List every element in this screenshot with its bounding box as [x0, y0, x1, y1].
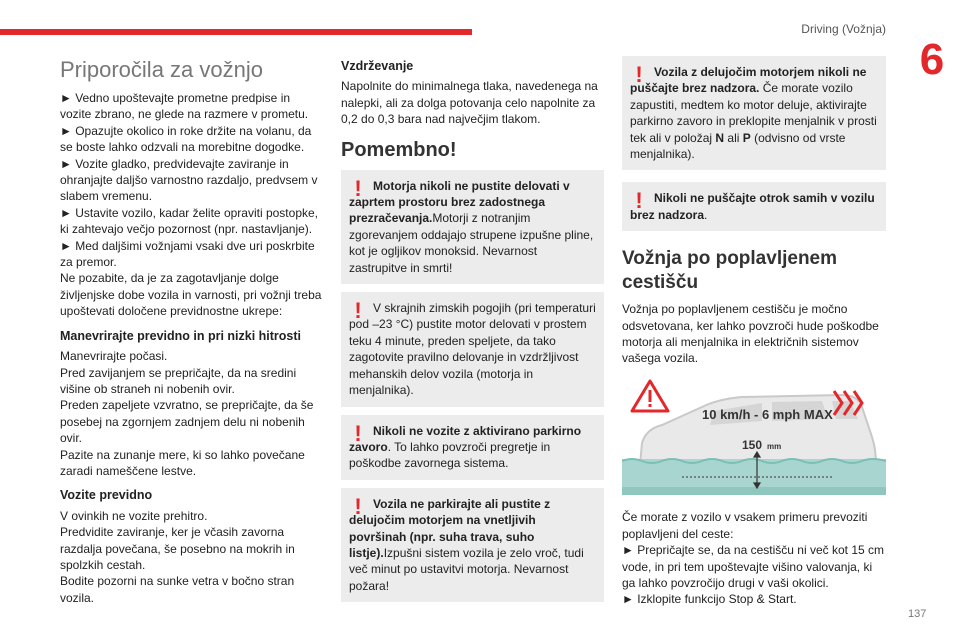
- important-heading: Pomembno!: [341, 138, 457, 161]
- header-accent-bar: [0, 29, 472, 35]
- warning-box: [341, 170, 604, 284]
- paragraph: Če morate z vozilo v vsakem primeru prevoziti poplavljeni del ceste:: [622, 510, 868, 541]
- warning-text: Nikoli ne puščajte otrok samih v vozilu brez nadzora.: [630, 191, 875, 222]
- paragraph: Preden zapeljete vzvratno, se prepričajte, da še posebej na zgornjem zadnjem delu ni nobenih ovir.: [60, 398, 314, 446]
- paragraph: Bodite pozorni na sunke vetra v bočno stran vozila.: [60, 574, 295, 605]
- paragraph: V ovinkih ne vozite prehitro.: [60, 508, 208, 523]
- paragraph: ► Vedno upoštevajte prometne predpise in vozite zbrano, ne glede na razmere v prometu.: [60, 91, 309, 122]
- warning-box: [622, 56, 886, 170]
- subheading: Manevrirajte previdno in pri nizki hitrosti: [60, 328, 302, 343]
- warning-box: [341, 488, 604, 602]
- speed-limit-label: 10 km/h - 6 mph MAX: [702, 406, 833, 422]
- warning-exclamation-icon: !: [354, 175, 362, 201]
- warning-exclamation-icon: !: [635, 188, 643, 214]
- warning-text: Vozila z delujočim motorjem nikoli ne puščajte brez nadzora. Če morate vozilo zapustiti, medtem ko motor deluje, aktivirajte parkirno zavoro in preklopite menjalnik v prosti tek ali v položaj N ali P (odvisno od vrste menjalnika).: [630, 65, 877, 162]
- warning-box: [622, 182, 886, 231]
- warning-triangle-icon: [632, 381, 668, 411]
- subheading: Vozite previdno: [60, 488, 153, 503]
- warning-exclamation-icon: !: [635, 62, 643, 87]
- warning-box: [341, 415, 604, 480]
- paragraph: Pred zavijanjem se prepričajte, da na sredini višine ob straneh ni nobenih ovir.: [60, 365, 297, 396]
- subheading: Vzdrževanje: [341, 59, 414, 73]
- column-middle: [341, 52, 604, 610]
- water-depth-unit: mm: [767, 441, 782, 451]
- section-title: Priporočila za vožnjo: [60, 57, 263, 82]
- warning-exclamation-icon: !: [354, 298, 362, 324]
- warning-box: [341, 292, 604, 406]
- paragraph: Napolnite do minimalnega tlaka, navedenega na nalepki, ali za dolga potovanja celo napolnite za 0,2 do 0,3 bara nad največjim tlakom.: [341, 79, 598, 127]
- paragraph: ► Med daljšimi vožnjami vsaki dve uri poskrbite za premor.: [60, 238, 315, 270]
- warning-exclamation-icon: !: [354, 493, 362, 519]
- page-number: 137: [908, 608, 927, 620]
- chapter-number: 6: [919, 35, 945, 84]
- paragraph: Vožnja po poplavljenem cestišču je močno odsvetovana, ker lahko povzroči hude poškodbe motorja ali menjalnika in električnih sistemov vašega vozila.: [622, 302, 879, 366]
- warning-text: V skrajnih zimskih pogojih (pri temperaturi pod –23 °C) pustite motor delovati v prostem teku 4 minute, preden speljete, da tako zagotovite pravilno delovanje in vzdržljivost mehanskih delov vozila (motorja in menjalnika).: [349, 301, 596, 398]
- paragraph: ► Izklopite funkcijo Stop & Start.: [622, 592, 797, 607]
- paragraph: ► Ustavite vozilo, kadar želite opraviti postopke, ki zahtevajo večjo pozornost (npr. nastavljanje).: [60, 205, 318, 237]
- paragraph: ► Vozite gladko, predvidevajte zaviranje in ohranjajte daljšo varnostno razdaljo, predvsem v slabem vremenu.: [60, 156, 318, 204]
- paragraph: ► Prepričajte se, da na cestišču ni več kot 15 cm vode, in pri tem upoštevajte višino valovanja, ki ga lahko povzročijo drugi v vaši okolici.: [622, 543, 884, 590]
- section-heading: Vožnja po poplavljenem cestišču: [622, 248, 838, 294]
- paragraph: Pazite na zunanje mere, ki so lahko povečane zaradi nameščene lestve.: [60, 447, 305, 478]
- warning-text: Vozila ne parkirajte ali pustite z delujočim motorjem na vnetljivih površinah (npr. suha trava, suho listje).Izpušni sistem vozila je zelo vroč, tudi več minut po ustavitvi motorja. Nevarnost požara!: [349, 496, 584, 593]
- flood-driving-illustration: [622, 377, 886, 495]
- warning-text: Nikoli ne vozite z aktivirano parkirno zavoro. To lahko povzroči pregretje in poškodbe zavornega sistema.: [349, 423, 582, 471]
- column-left: [60, 52, 322, 606]
- paragraph: ► Opazujte okolico in roke držite na volanu, da se boste lahko odzvali na morebitne dogodke.: [60, 123, 312, 155]
- warning-exclamation-icon: !: [354, 420, 362, 446]
- header-title: Driving (Vožnja): [801, 22, 886, 36]
- paragraph: Ne pozabite, da je za zagotavljanje dolge življenjske dobe vozila in varnosti, pri vožnji treba upoštevati določene previdnostne ukrepe:: [60, 271, 322, 319]
- paragraph: Predvidite zaviranje, ker je včasih zavorna razdalja povečana, še posebno na mokrih in spolzkih cestah.: [60, 525, 295, 572]
- warning-text: Motorja nikoli ne pustite delovati v zaprtem prostoru brez zadostnega prezračevanja.Motorji z notranjim zgorevanjem oddajajo strupene izpušne pline, kot je ogljikov monoksid. Nevarnost zastrupitve in smrti!: [349, 178, 594, 275]
- water-depth-label: 150: [742, 437, 763, 452]
- paragraph: Manevrirajte počasi.: [60, 349, 168, 364]
- column-right: [622, 52, 886, 608]
